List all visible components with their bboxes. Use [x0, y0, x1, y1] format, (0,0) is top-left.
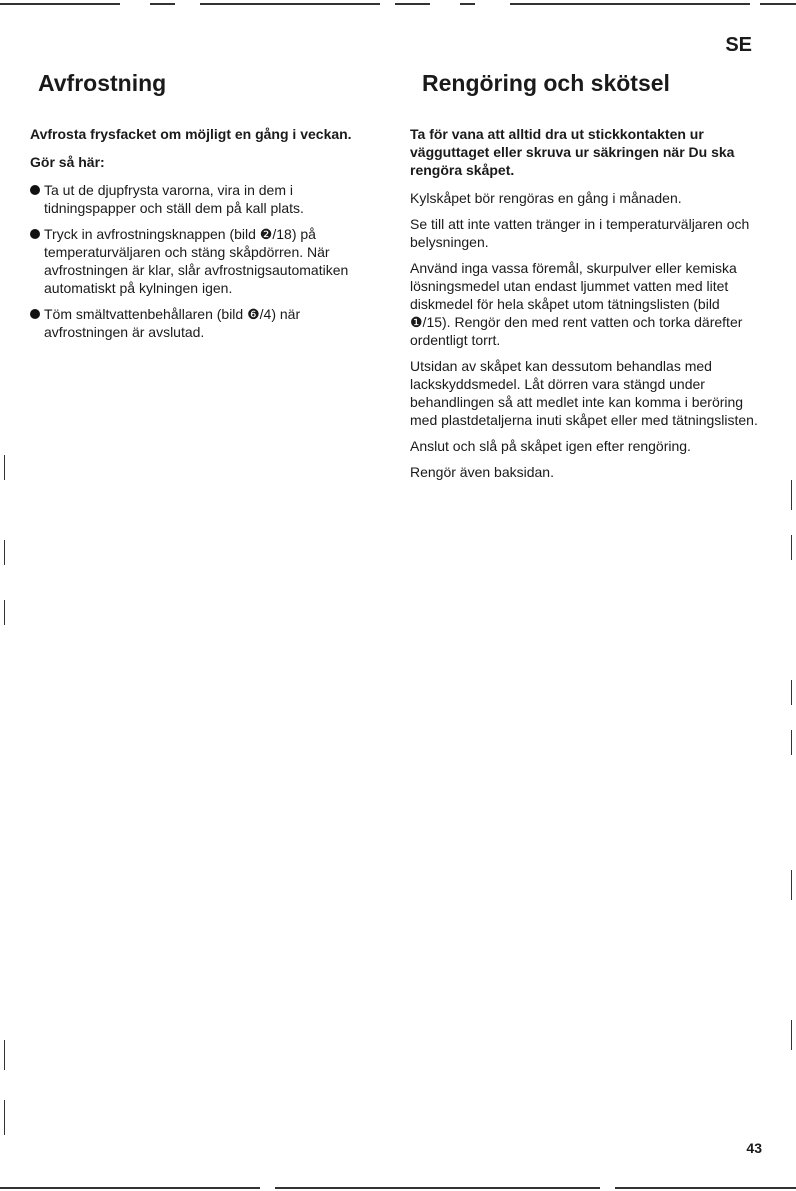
- bullet-icon: [30, 309, 40, 319]
- bullet-icon: [30, 185, 40, 195]
- paragraph: Använd inga vassa föremål, skurpulver eller kemiska lösningsmedel utan endast ljummet vatten med litet diskmedel för hela skåpet utom tätningslisten (bild ❶/15). Rengör den med rent vatten och torka därefter ordentligt torrt.: [410, 260, 743, 348]
- paragraph: Kylskåpet bör rengöras en gång i månaden.: [410, 190, 682, 206]
- section-title-defrosting: Avfrostning: [38, 70, 167, 96]
- margin-mark: [791, 870, 792, 900]
- margin-mark: [791, 480, 792, 510]
- bullet-icon: [30, 229, 40, 239]
- paragraph: Anslut och slå på skåpet igen efter rengöring.: [410, 438, 691, 454]
- list-item: Tryck in avfrostningsknappen (bild ❷/18) på temperaturväljaren och stäng skåpdörren. När avfrostningen är klar, slår avfrostnigsautomatiken automatiskt på kylningen igen.: [30, 225, 370, 297]
- list-item: Ta ut de djupfrysta varorna, vira in dem i tidningspapper och ställ dem på kall plats.: [30, 181, 370, 217]
- margin-mark: [791, 680, 792, 705]
- paragraph: Se till att inte vatten tränger in i temperaturväljaren och belysningen.: [410, 216, 750, 250]
- section-title-cleaning: Rengöring och skötsel: [422, 70, 670, 96]
- howto-label: Gör så här:: [30, 154, 105, 170]
- top-rule: [0, 3, 796, 5]
- cleaning-content: [410, 125, 760, 489]
- margin-mark: [791, 535, 792, 560]
- language-code: SE: [725, 34, 752, 56]
- margin-mark: [4, 1040, 5, 1070]
- list-item: Töm smältvattenbehållaren (bild ❻/4) när avfrostningen är avslutad.: [30, 305, 370, 341]
- margin-mark: [791, 730, 792, 755]
- defrosting-content: [30, 125, 370, 349]
- margin-mark: [4, 600, 5, 625]
- paragraph: Rengör även baksidan.: [410, 464, 554, 480]
- defrosting-lead: Avfrosta frysfacket om möjligt en gång i veckan.: [30, 126, 352, 142]
- page-number: 43: [746, 1140, 762, 1156]
- margin-mark: [4, 455, 5, 480]
- defrosting-steps: [30, 181, 370, 341]
- bottom-rule: [0, 1187, 796, 1189]
- margin-mark: [791, 1020, 792, 1050]
- margin-mark: [4, 1100, 5, 1135]
- paragraph: Utsidan av skåpet kan dessutom behandlas med lackskyddsmedel. Låt dörren vara stängd under behandlingen så att medlet inte kan komma i beröring med plastdetaljerna inuti skåpet eller med tätningslisten.: [410, 358, 758, 428]
- cleaning-lead: Ta för vana att alltid dra ut stickkontakten ur vägguttaget eller skruva ur säkringen när Du ska rengöra skåpet.: [410, 126, 735, 178]
- margin-mark: [4, 540, 5, 565]
